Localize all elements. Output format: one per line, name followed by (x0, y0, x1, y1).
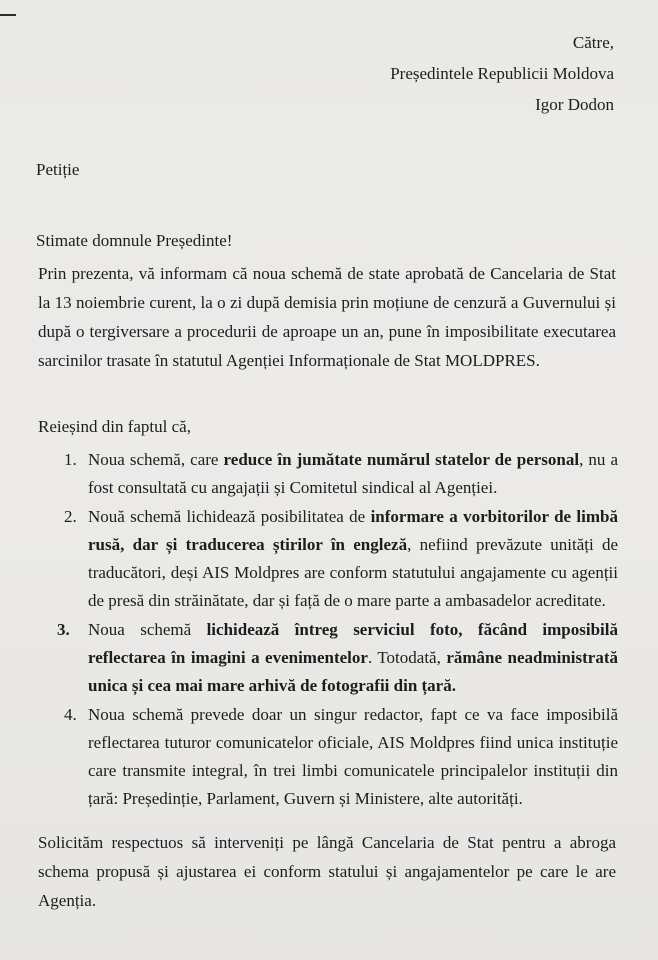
closing-paragraph: Solicităm respectuos să interveniți pe lângă Cancelaria de Stat pentru a abroga schema propusă și ajustarea ei conform statului și angajamentelor pe care le are Agenția. (38, 833, 616, 910)
addressee-line-3: Igor Dodon (535, 95, 614, 114)
lead-in: Reieșind din faptul că, (38, 417, 191, 436)
list-item (64, 503, 618, 615)
item-number: 4. (64, 705, 77, 724)
addressee-line-2: Președintele Republicii Moldova (390, 64, 614, 83)
item-bold-text: informare a vorbitorilor de limbă rusă, dar și traducerea știrilor în engleză (88, 507, 618, 554)
item-text: Noua schemă, care (88, 450, 224, 469)
list-item (64, 701, 618, 813)
item-text: Noua schemă (88, 620, 207, 639)
list-item (64, 446, 618, 502)
list-item (57, 616, 618, 700)
addressee-line-1: Către, (572, 33, 614, 52)
item-text: , nu a fost consultată cu angajații și Comitetul sindical al Agenției. (88, 450, 618, 497)
corner-mark (0, 14, 16, 16)
document-title: Petiție (36, 160, 80, 179)
item-bold-text: reduce în jumătate numărul statelor de personal (223, 450, 580, 469)
item-text: Nouă schemă lichidează posibilitatea de (88, 507, 371, 526)
item-number: 2. (64, 507, 77, 526)
grievance-list (57, 446, 619, 814)
item-text: . Totodată, (367, 648, 447, 667)
item-text: Noua schemă prevede doar un singur redactor, fapt ce va face imposibilă reflectarea tuturor comunicatelor oficiale, AIS Moldpres fiind unica instituție care transmite integral, în trei limbi comunicatele principalelor instituții din țară: Președinție, Parlament, Guvern și Ministere, alte autorități. (88, 705, 618, 808)
item-number: 1. (64, 450, 77, 469)
item-text: , nefiind prevăzute unități de traducători, deși AIS Moldpres are conform statutului angajamente cu agenții de presă din străinătate, dar și față de o mare parte a ambasadelor acreditate. (88, 535, 619, 610)
intro-paragraph: Prin prezenta, vă informam că noua schemă de state aprobată de Cancelaria de Stat la 13 noiembrie curent, la o zi după demisia prin moțiune de cenzură a Guvernului și după o tergiversare a procedurii de aproape un an, pune în imposibilitate executarea sarcinilor trasate în statutul Agenției Informaționale de Stat MOLDPRES. (38, 264, 616, 370)
item-bold-text: rămâne neadministrată unica și cea mai mare arhivă de fotografii din țară. (88, 648, 618, 695)
greeting: Stimate domnule Președinte! (36, 231, 233, 250)
item-number: 3. (57, 620, 70, 639)
addressee-block (390, 27, 614, 120)
item-bold-text: lichidează întreg serviciul foto, făcând imposibilă reflectarea în imagini a evenimentelor (88, 620, 618, 667)
